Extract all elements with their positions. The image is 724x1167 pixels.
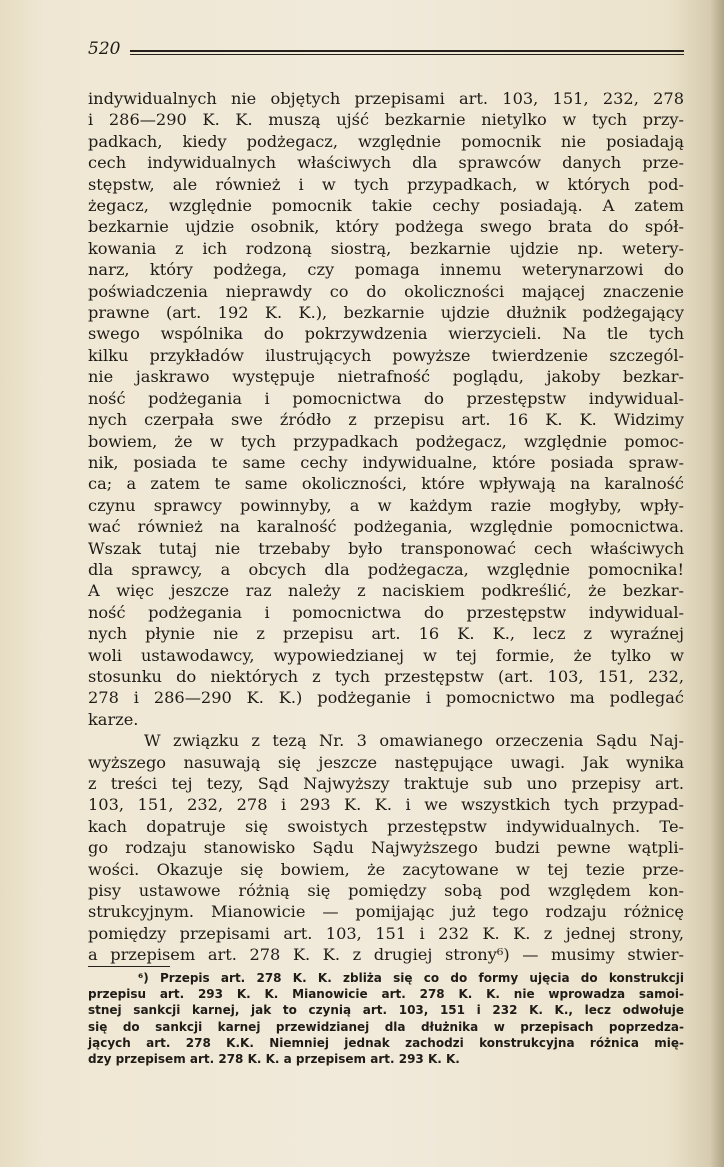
text-line: kach dopatruje się swoistych przestępstw indywidualnych. Te- [88, 816, 684, 836]
text-line: go rodzaju stanowisko Sądu Najwyższego budzi pewne wątpli- [88, 838, 684, 858]
text-line: nik, posiada te same cechy indywidualne, które posiada spraw- [88, 452, 684, 472]
text-line: prawne (art. 192 K. K.), bezkarnie ujdzie dłużnik podżegający [88, 303, 684, 323]
text-line: ca; a zatem te same okoliczności, które wpływają na karalność [88, 474, 684, 494]
text-line-paragraph-end: karze. [88, 709, 139, 729]
text-line: nych płynie nie z przepisu art. 16 K. K., lecz z wyraźnej [88, 624, 684, 644]
text-line: pomiędzy przepisami art. 103, 151 i 232 K. K. z jednej strony, [88, 923, 684, 943]
text-line: ność podżegania i pomocnictwa do przestępstw indywidual- [88, 602, 684, 622]
text-line: bowiem, że w tych przypadkach podżegacz, względnie pomoc- [88, 431, 684, 451]
text-line: kowania z ich rodzoną siostrą, bezkarnie ujdzie np. wetery- [88, 238, 684, 258]
page-header [88, 38, 684, 62]
text-line: bezkarnie ujdzie osobnik, który podżega swego brata do spół- [88, 217, 684, 237]
page-number: 520 [88, 39, 121, 59]
text-line-paragraph-start: W związku z tezą Nr. 3 omawianego orzeczenia Sądu Naj- [144, 731, 684, 751]
text-line: z treści tej tezy, Sąd Najwyższy traktuje sub uno przepisy art. [88, 774, 684, 793]
text-line: stępstw, ale również i w tych przypadkach, w których pod- [88, 174, 684, 194]
text-line: dla sprawcy, a obcych dla podżegacza, względnie pomocnika! [88, 559, 684, 579]
text-line: 103, 151, 232, 278 i 293 K. K. i we wszystkich tych przypad- [88, 795, 684, 815]
footnote-line: jących art. 278 K.K. Niemniej jednak zachodzi konstrukcyjna różnica mię- [88, 1035, 684, 1050]
footnote-line: przepisu art. 293 K. K. Mianowicie art. 278 K. K. nie wprowadza samoi- [88, 987, 684, 1002]
text-line: 278 i 286—290 K. K.) podżeganie i pomocnictwo ma podlegać [88, 688, 684, 708]
footnote-line: ⁶) Przepis art. 278 K. K. zbliża się co do formy ujęcia do konstrukcji [138, 971, 684, 985]
header-rule [130, 50, 684, 52]
text-line: nie jaskrawo występuje nietrafność poglądu, jakoby bezkar- [88, 367, 684, 387]
text-line: padkach, kiedy podżegacz, względnie pomocnik nie posiadają [88, 131, 684, 151]
text-line: żegacz, względnie pomocnik takie cechy posiadają. A zatem [88, 196, 684, 216]
text-line: wości. Okazuje się bowiem, że zacytowane w tej tezie prze- [88, 859, 684, 879]
text-line: poświadczenia nieprawdy co do okoliczności mającej znaczenie [88, 281, 684, 301]
footnote-line-end: dzy przepisem art. 278 K. K. a przepisem art. 293 K. K. [88, 1052, 460, 1067]
text-line: wyższego nasuwają się jeszcze następujące uwagi. Jak wynika [88, 752, 684, 772]
text-line: wać również na karalność podżegania, względnie pomocnictwa. [88, 517, 684, 537]
footnote [88, 970, 684, 1067]
main-text [88, 88, 684, 966]
text-line: i 286—290 K. K. muszą ujść bezkarnie nietylko w tych przy- [88, 110, 684, 130]
page-edge-shadow [710, 0, 724, 1167]
text-line: swego wspólnika do pokrzywdzenia wierzycieli. Na tle tych [88, 324, 684, 344]
text-line: stosunku do niektórych z tych przestępstw (art. 103, 151, 232, [88, 666, 684, 686]
text-line: kilku przykładów ilustrujących powyższe twierdzenie szczegól- [88, 345, 684, 365]
text-line: ność podżegania i pomocnictwa do przestępstw indywidual- [88, 388, 684, 408]
text-line: Wszak tutaj nie trzebaby było transponować cech właściwych [88, 538, 684, 558]
text-line: pisy ustawowe różnią się pomiędzy sobą pod względem kon- [88, 881, 684, 901]
text-line: A więc jeszcze raz należy z naciskiem podkreślić, że bezkar- [88, 581, 684, 601]
footnote-line: się do sankcji karnej przewidzianej dla dłużnika w przepisach poprzedza- [88, 1019, 684, 1034]
text-line: strukcyjnym. Mianowicie — pomijając już tego rodzaju różnicę [88, 902, 684, 922]
text-line: woli ustawodawcy, wypowiedzianej w tej formie, że tylko w [88, 645, 684, 665]
footnote-line: stnej sankcji karnej, jak to czynią art. 103, 151 i 232 K. K., lecz odwołuje [88, 1003, 684, 1018]
header-rule-thin [130, 54, 684, 55]
text-line: narz, który podżega, czy pomaga innemu weterynarzowi do [88, 260, 684, 280]
text-line: a przepisem art. 278 K. K. z drugiej strony⁶) — musimy stwier- [88, 945, 684, 965]
text-line: cech indywidualnych właściwych dla sprawców danych prze- [88, 153, 684, 173]
footnote-rule [88, 966, 170, 967]
text-line: nych czerpała swe źródło z przepisu art. 16 K. K. Widzimy [88, 410, 684, 430]
text-line: indywidualnych nie objętych przepisami art. 103, 151, 232, 278 [88, 89, 684, 108]
text-line: czynu sprawcy powinnyby, a w każdym razie mogłyby, wpły- [88, 495, 684, 515]
